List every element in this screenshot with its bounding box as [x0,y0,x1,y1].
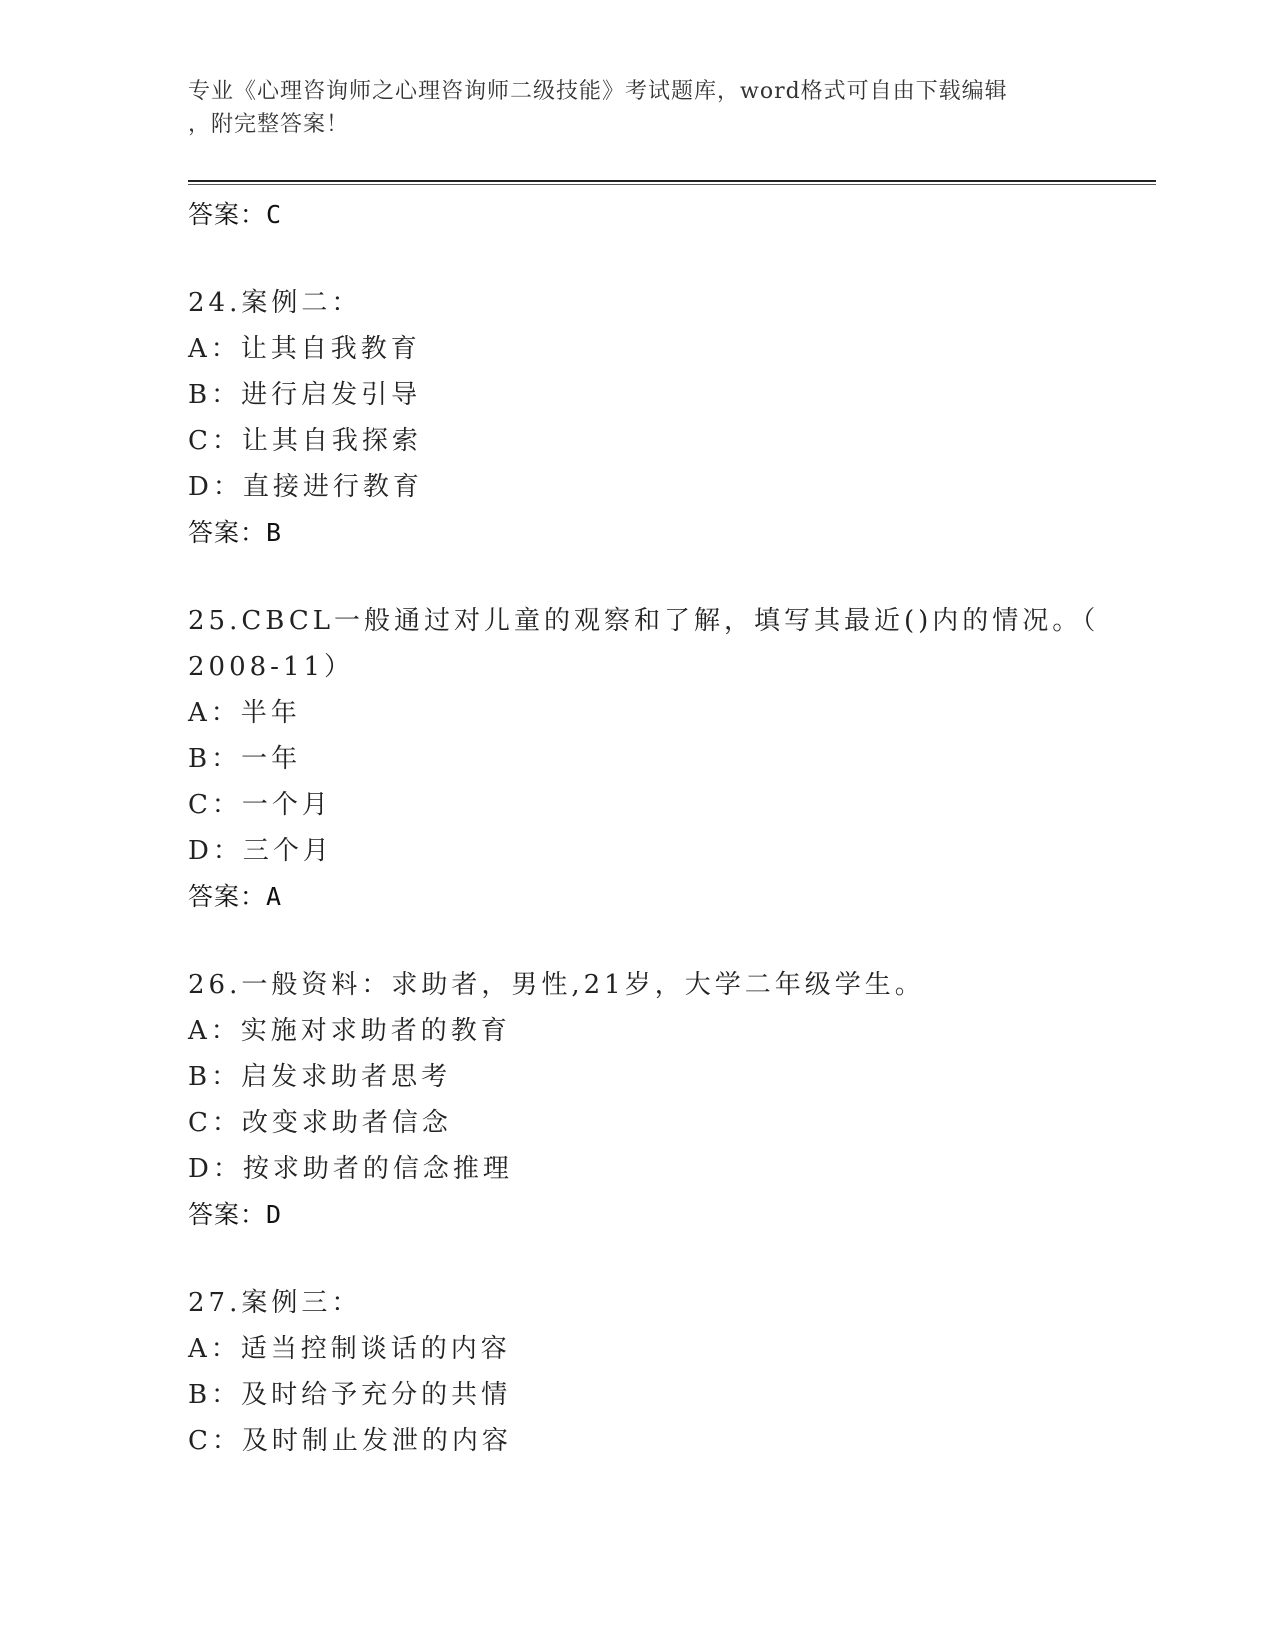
option-a: A：适当控制谈话的内容 [188,1334,511,1364]
option-c: C：一个月 [188,790,332,820]
question-text: 27.案例三： [188,1288,362,1318]
option-a: A：让其自我教育 [188,334,421,364]
option-d: D：按求助者的信念推理 [188,1154,513,1184]
answer-line: 答案：B [188,518,283,547]
question-text: 25.CBCL一般通过对儿童的观察和了解，填写其最近()内的情况。（ [188,606,1100,636]
option-a: A：实施对求助者的教育 [188,1016,511,1046]
answer-line: 答案：A [188,882,283,911]
question-list [188,192,1100,1464]
option-b: B：一年 [188,744,302,774]
question-block [188,598,1100,920]
option-b: B：及时给予充分的共情 [188,1380,512,1410]
option-a: A：半年 [188,698,301,728]
document-header-line-2: ，附完整答案！ [188,112,350,137]
option-b: B：启发求助者思考 [188,1062,452,1092]
option-c: C：改变求助者信念 [188,1108,452,1138]
document-header-line-1: 专业《心理咨询师之心理咨询师二级技能》考试题库，word格式可自由下载编辑 [188,79,1008,104]
question-block [188,962,1088,1238]
question-text: 24.案例二： [188,288,362,318]
answer-line: 答案：D [188,1200,283,1229]
option-c: C：及时制止发泄的内容 [188,1426,512,1456]
header-rule-thick [188,180,1156,182]
option-b: B：进行启发引导 [188,380,422,410]
option-c: C：让其自我探索 [188,426,422,456]
option-d: D：三个月 [188,836,333,866]
question-block [188,280,1088,556]
option-d: D：直接进行教育 [188,472,423,502]
question-text-continued: 2008-11） [188,652,355,682]
question-text: 26.一般资料：求助者，男性,21岁，大学二年级学生。 [188,970,925,1000]
answer-line: 答案：C [188,200,283,229]
question-block [188,1280,1088,1464]
header-rule-thin [188,184,1156,185]
